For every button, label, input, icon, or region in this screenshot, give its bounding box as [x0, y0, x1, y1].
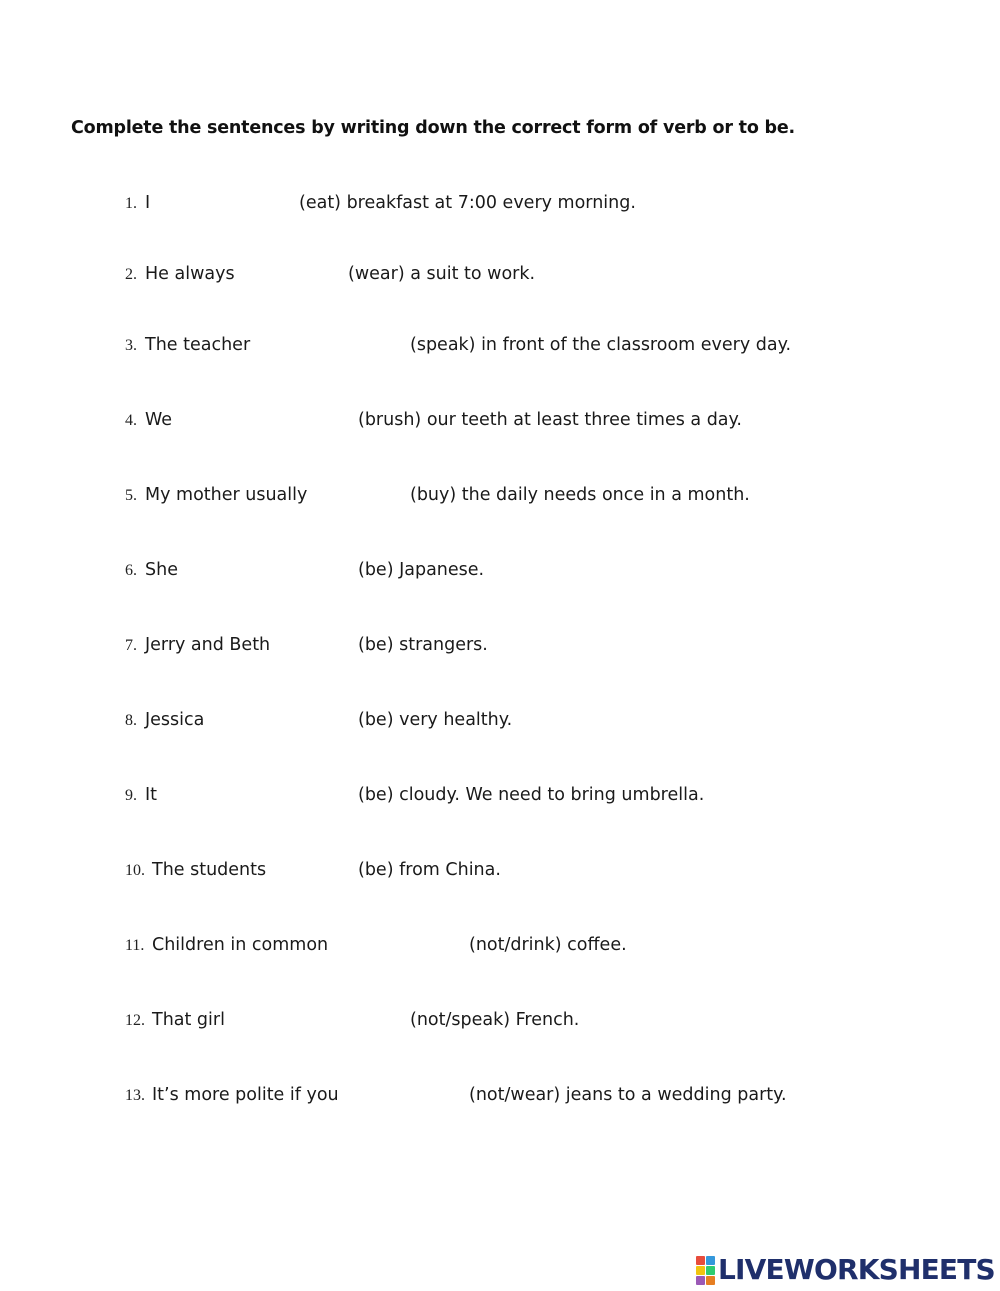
answer-blank[interactable]	[265, 335, 266, 357]
exercise-item-12	[0, 1010, 1000, 1034]
item-number: 5.	[125, 487, 137, 504]
answer-blank[interactable]	[350, 1085, 351, 1107]
sentence-start: The teacher	[145, 335, 251, 355]
item-number: 3.	[125, 337, 137, 354]
answer-blank[interactable]	[240, 1010, 241, 1032]
sentence-end: (not/drink) coffee.	[469, 935, 627, 955]
exercise-item-9	[0, 785, 1000, 809]
sentence-start: It	[145, 785, 158, 805]
sentence-start: She	[145, 560, 178, 580]
exercise-item-11	[0, 935, 1000, 959]
answer-blank[interactable]	[220, 710, 221, 732]
exercise-item-1	[0, 193, 1000, 217]
exercise-item-10	[0, 860, 1000, 884]
answer-blank[interactable]	[250, 264, 251, 286]
sentence-start: It’s more polite if you	[152, 1085, 339, 1105]
exercise-item-8	[0, 710, 1000, 734]
exercise-item-5	[0, 485, 1000, 509]
sentence-end: (not/wear) jeans to a wedding party.	[469, 1085, 787, 1105]
exercise-item-2	[0, 264, 1000, 288]
item-number: 11.	[125, 937, 145, 954]
sentence-end: (brush) our teeth at least three times a day.	[358, 410, 742, 430]
item-number: 1.	[125, 195, 137, 212]
sentence-end: (be) strangers.	[358, 635, 488, 655]
item-number: 2.	[125, 266, 137, 283]
item-number: 12.	[125, 1012, 145, 1029]
sentence-start: We	[145, 410, 173, 430]
item-number: 4.	[125, 412, 137, 429]
sentence-start: Jerry and Beth	[145, 635, 271, 655]
answer-blank[interactable]	[340, 935, 341, 957]
sentence-end: (eat) breakfast at 7:00 every morning.	[299, 193, 636, 213]
exercise-item-7	[0, 635, 1000, 659]
item-number: 9.	[125, 787, 137, 804]
item-number: 8.	[125, 712, 137, 729]
exercise-item-4	[0, 410, 1000, 434]
sentence-end: (buy) the daily needs once in a month.	[410, 485, 750, 505]
item-number: 13.	[125, 1087, 145, 1104]
item-number: 6.	[125, 562, 137, 579]
answer-blank[interactable]	[285, 635, 286, 657]
item-number: 7.	[125, 637, 137, 654]
answer-blank[interactable]	[175, 193, 176, 215]
sentence-start: The students	[152, 860, 267, 880]
sentence-start: My mother usually	[145, 485, 308, 505]
sentence-end: (not/speak) French.	[410, 1010, 580, 1030]
item-number: 10.	[125, 862, 145, 879]
liveworksheets-logo	[696, 1255, 995, 1285]
answer-blank[interactable]	[190, 410, 191, 432]
answer-blank[interactable]	[195, 560, 196, 582]
answer-blank[interactable]	[320, 485, 321, 507]
exercise-item-6	[0, 560, 1000, 584]
sentence-start: Jessica	[145, 710, 205, 730]
sentence-end: (be) from China.	[358, 860, 501, 880]
answer-blank[interactable]	[175, 785, 176, 807]
sentence-end: (be) very healthy.	[358, 710, 513, 730]
sentence-start: He always	[145, 264, 235, 284]
sentence-end: (be) Japanese.	[358, 560, 485, 580]
logo-blocks-icon	[696, 1256, 715, 1285]
instruction-heading: Complete the sentences by writing down the correct form of verb or to be.	[71, 118, 795, 138]
answer-blank[interactable]	[280, 860, 281, 882]
brand-name: LIVEWORKSHEETS	[718, 1253, 995, 1286]
sentence-end: (be) cloudy. We need to bring umbrella.	[358, 785, 705, 805]
sentence-end: (wear) a suit to work.	[348, 264, 536, 284]
sentence-start: Children in common	[152, 935, 329, 955]
exercise-item-13	[0, 1085, 1000, 1109]
sentence-end: (speak) in front of the classroom every day.	[410, 335, 792, 355]
sentence-start: I	[145, 193, 151, 213]
exercise-item-3	[0, 335, 1000, 359]
sentence-start: That girl	[152, 1010, 225, 1030]
